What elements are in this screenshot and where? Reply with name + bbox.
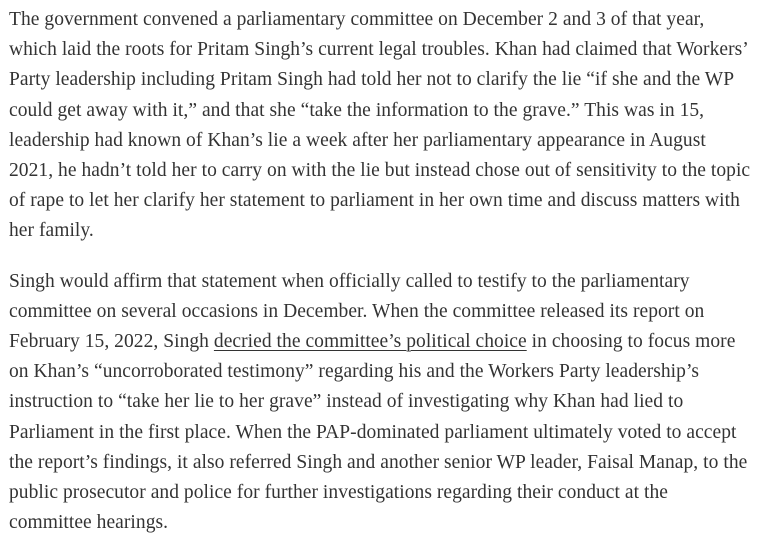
paragraph-1: The government convened a parliamentary committee on December 2 and 3 of that year, which laid the roots for Pritam Singh’s current legal troubles. Khan had claimed that Workers’ Party leadership including Pritam Singh had told her not to clarify the lie “if she and the WP could get away with it,” and that she “take the information to the grave.” This was in 15, leadership had known of Khan’s lie a week after her parliamentary appearance in August 2021, he hadn’t told her to carry on with the lie but instead chose out of sensitivity to the topic of rape to let her clarify her statement to parliament in her own time and discuss matters with her family. — [9, 9, 751, 242]
paragraph-2 — [9, 267, 753, 539]
paragraph-2-text-after-link: in choosing to focus more on Khan’s “uncorroborated testimony” regarding his and the Workers Party leadership’s instruction to “take her lie to her grave” instead of investigating why Khan had lied to Parliament in the first place. When the PAP-dominated parliament ultimately voted to accept the report’s findings, it also referred Singh and another senior WP leader, Faisal Manap, to the public prosecutor and police for further investigations regarding their conduct at the committee hearings. — [9, 331, 748, 534]
paragraph-2-text-before-link: Singh would affirm that statement when officially called to testify to the parliamentary committee on several occasions in December. When the committee released its report on February 15, 2022, Singh — [9, 270, 705, 353]
committee-political-choice-link[interactable]: decried the committee’s political choice — [213, 331, 527, 353]
